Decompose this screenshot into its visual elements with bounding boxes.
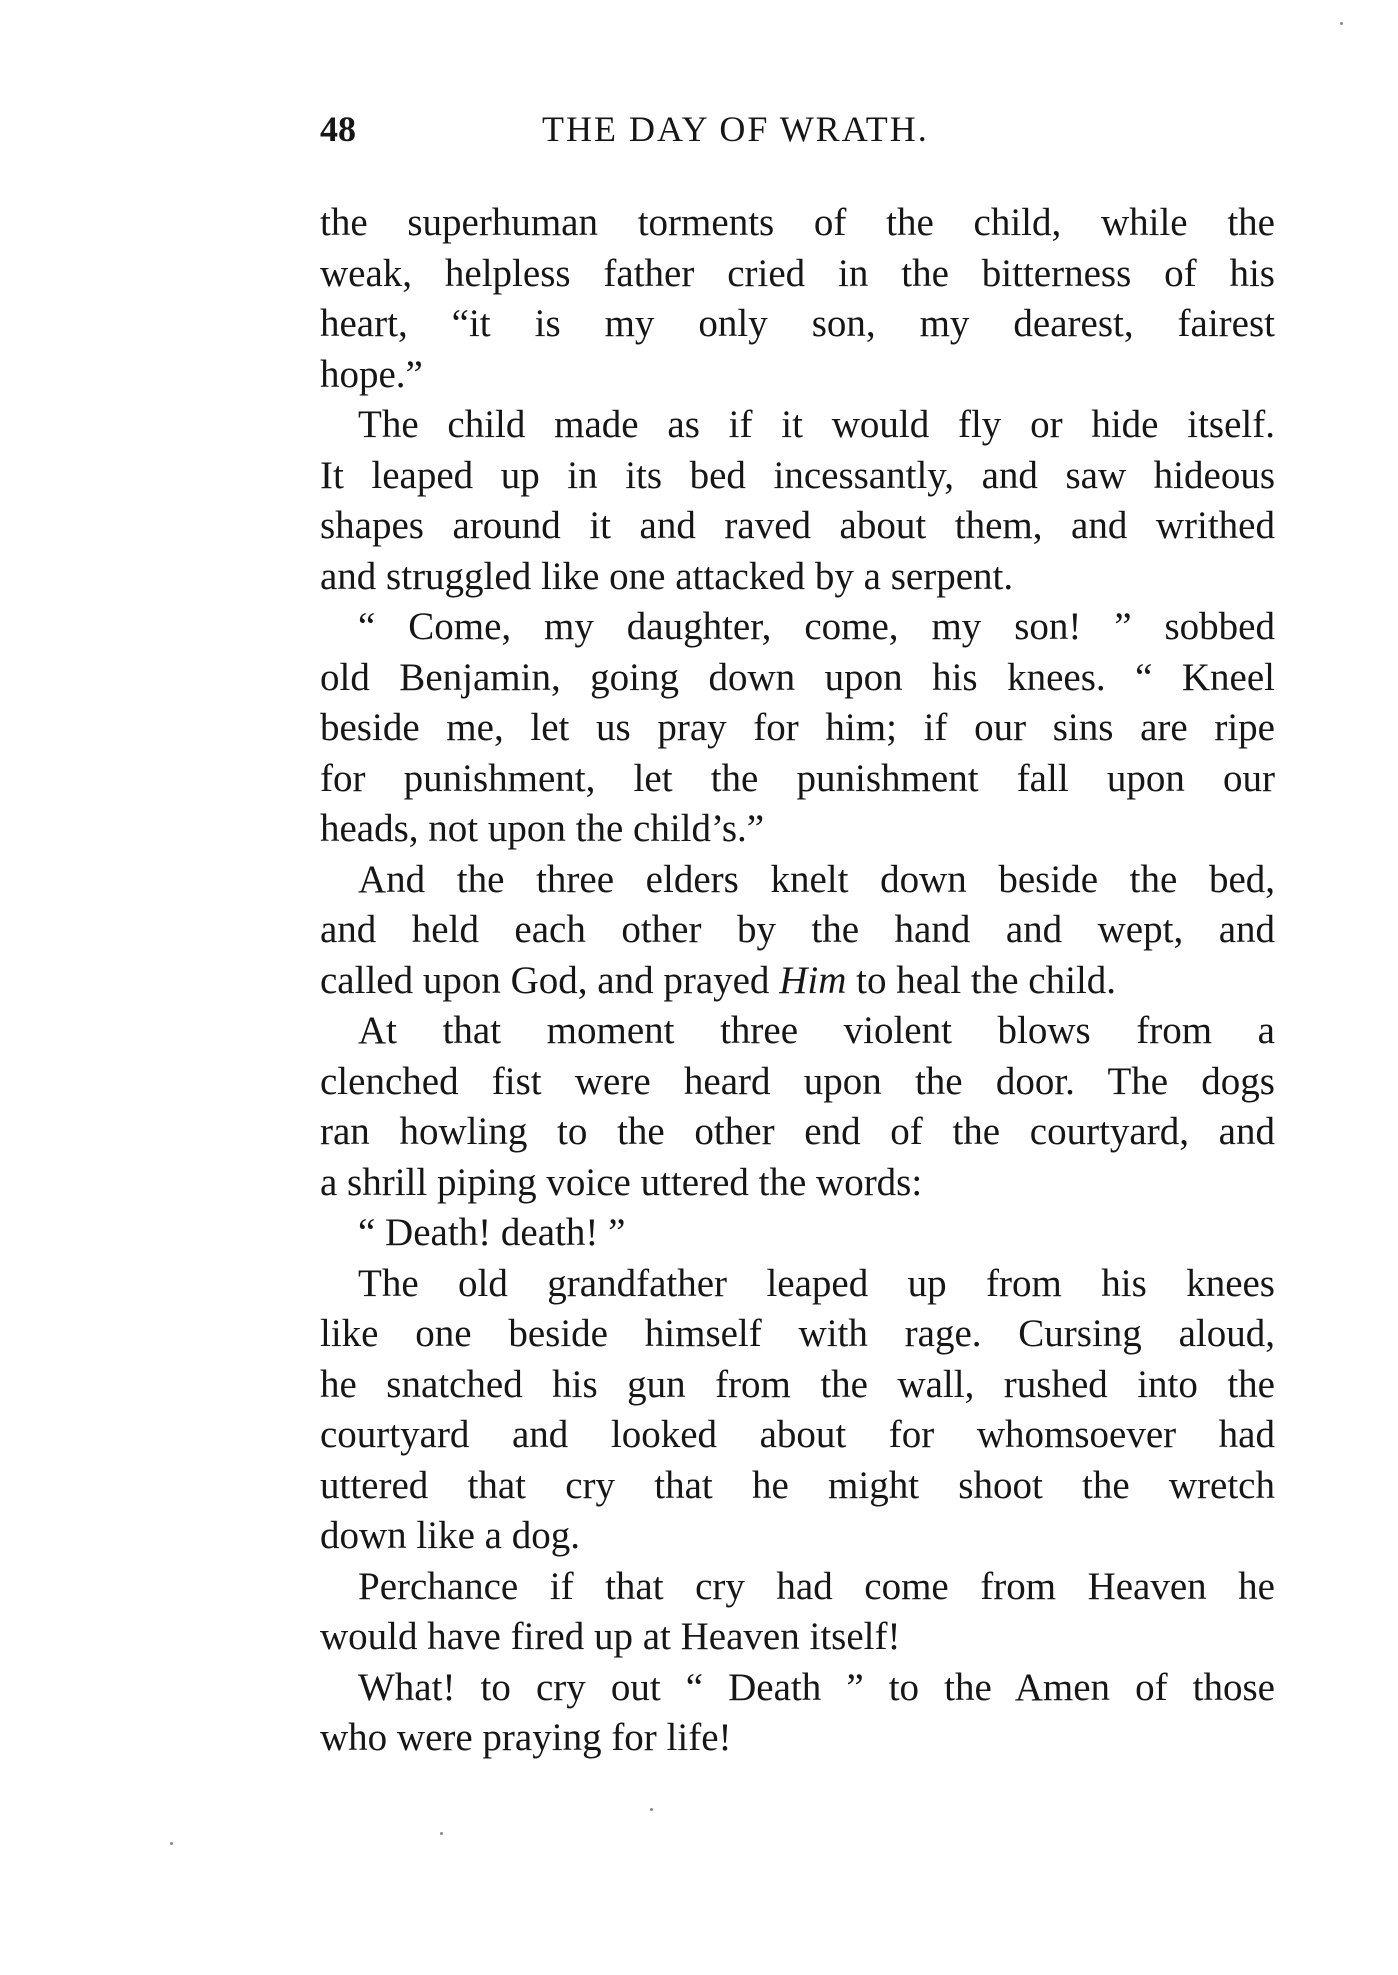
paragraph [320, 1259, 1275, 1562]
paragraph [320, 602, 1275, 855]
text-line: The child made as if it would fly or hide itself. [358, 403, 1275, 446]
text-line: clenched fist were heard upon the door. The dogs [320, 1059, 1275, 1103]
paragraph [320, 1006, 1275, 1208]
text-line: ran howling to the other end of the courtyard, and [320, 1110, 1275, 1153]
paragraph [320, 855, 1275, 1007]
text-line: beside me, let us pray for him; if our sins are ripe [320, 706, 1275, 749]
paragraph [320, 198, 1275, 400]
text-line: for punishment, let the punishment fall upon our [320, 756, 1275, 800]
paragraph [320, 1663, 1275, 1764]
text-line: It leaped up in its bed incessantly, and saw hideous [320, 453, 1275, 497]
text-line: who were praying for life! [320, 1716, 732, 1759]
text-line: courtyard and looked about for whomsoever had [320, 1413, 1275, 1456]
text-line: “ Death! death! ” [358, 1211, 626, 1254]
text-line: and held each other by the hand and wept, and [320, 908, 1275, 951]
text-line-with-italic [320, 956, 1275, 1007]
scan-speck [650, 1808, 653, 1811]
paragraph [320, 1208, 1275, 1259]
text-line: Perchance if that cry had come from Heaven he [358, 1564, 1275, 1608]
text-line: the superhuman torments of the child, while the [320, 201, 1275, 244]
text-line: down like a dog. [320, 1514, 580, 1557]
text-line: The old grandfather leaped up from his knees [358, 1261, 1275, 1305]
text-fragment: called upon God, and prayed [320, 958, 770, 1002]
text-line: uttered that cry that he might shoot the wretch [320, 1463, 1275, 1507]
text-line: a shrill piping voice uttered the words: [320, 1160, 923, 1204]
text-line: What! to cry out “ Death ” to the Amen of those [358, 1665, 1275, 1709]
text-line: shapes around it and raved about them, and writhed [320, 504, 1275, 547]
text-line: At that moment three violent blows from a [358, 1009, 1275, 1052]
running-head: THE DAY OF WRATH. [542, 109, 929, 149]
scan-speck [440, 1832, 443, 1835]
paragraph [320, 400, 1275, 602]
text-line: and struggled like one attacked by a serpent. [320, 554, 1014, 598]
text-line: old Benjamin, going down upon his knees. “ Kneel [320, 655, 1275, 699]
text-line: hope.” [320, 352, 423, 396]
italic-word: Him [779, 958, 847, 1002]
text-fragment: to heal the child. [856, 958, 1117, 1002]
text-line: like one beside himself with rage. Cursing aloud, [320, 1312, 1275, 1355]
text-line: weak, helpless father cried in the bitterness of his [320, 251, 1275, 295]
text-line: heads, not upon the child’s.” [320, 807, 765, 850]
page-header [320, 108, 1275, 168]
text-line: And the three elders knelt down beside the bed, [358, 857, 1275, 901]
body-text [320, 198, 1275, 1764]
text-line: “ Come, my daughter, come, my son! ” sobbed [358, 605, 1275, 648]
paragraph [320, 1562, 1275, 1663]
scan-speck [170, 1842, 173, 1845]
text-line: heart, “it is my only son, my dearest, fairest [320, 302, 1275, 345]
text-line: he snatched his gun from the wall, rushed into the [320, 1362, 1275, 1406]
scan-speck [1340, 22, 1343, 25]
page-number: 48 [320, 109, 356, 149]
text-line: would have fired up at Heaven itself! [320, 1615, 901, 1658]
